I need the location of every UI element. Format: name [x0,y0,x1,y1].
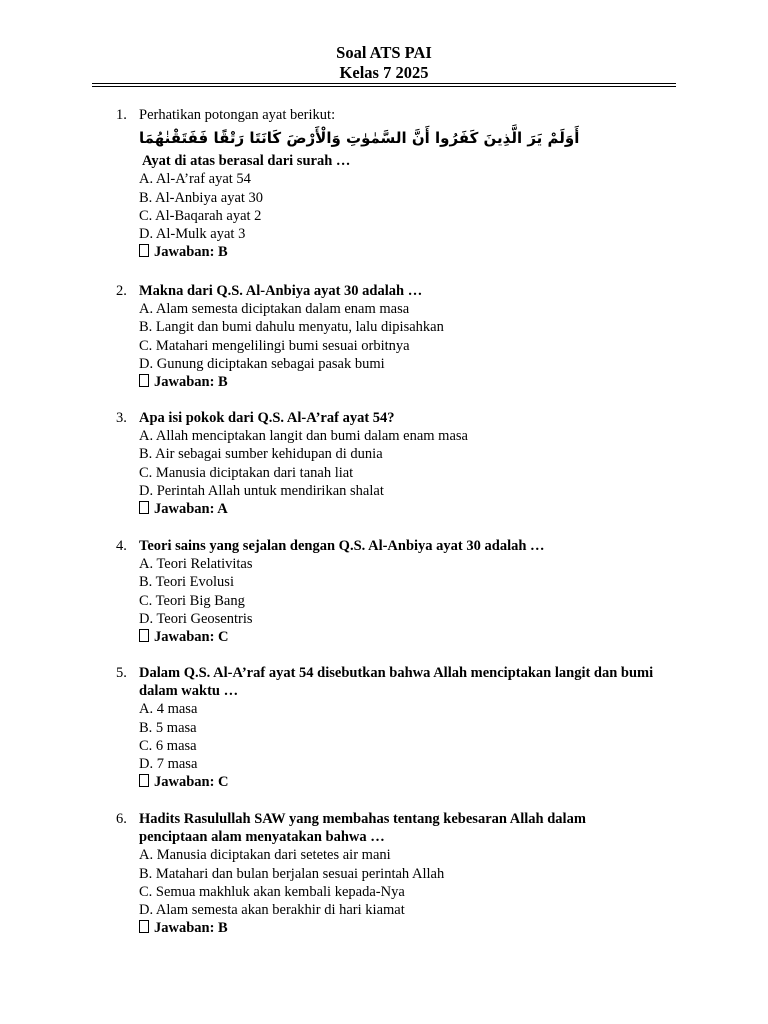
option-b: B. Matahari dan bulan berjalan sesuai perintah Allah [139,865,445,882]
question-stem: Makna dari Q.S. Al-Anbiya ayat 30 adalah … [139,283,423,299]
sub-question: Ayat di atas berasal dari surah … [142,153,351,170]
answer-key [139,919,656,937]
question-1 [116,106,656,261]
question-number: 5. [116,665,127,681]
option-d: D. Gunung diciptakan sebagai pasak bumi [139,355,385,372]
checkbox-icon [139,374,149,387]
checkbox-icon [139,244,149,257]
option-b: B. Teori Evolusi [139,574,234,591]
question-stem: Dalam Q.S. Al-A’raf ayat 54 disebutkan bahwa Allah menciptakan langit dan bumi dalam waktu … [139,665,654,700]
page-title: Soal ATS PAI [336,43,432,62]
question-stem: Perhatikan potongan ayat berikut: [139,107,336,123]
question-stem: Hadits Rasulullah SAW yang membahas tentang kebesaran Allah dalam penciptaan alam menyatakan bahwa … [139,811,586,846]
checkbox-icon [139,774,149,787]
option-a: A. 4 masa [139,701,198,718]
option-d: D. Perintah Allah untuk mendirikan shalat [139,482,384,499]
option-c: C. 6 masa [139,737,197,754]
question-stem: Teori sains yang sejalan dengan Q.S. Al-Anbiya ayat 30 adalah … [139,538,545,554]
header-divider-double [92,86,676,87]
question-number: 1. [116,107,127,123]
question-number: 6. [116,811,127,827]
option-d: D. Alam semesta akan berakhir di hari kiamat [139,902,405,919]
option-c: C. Teori Big Bang [139,592,245,609]
question-6 [116,810,656,937]
question-3 [116,409,656,518]
option-d: D. 7 masa [139,756,198,773]
question-4 [116,537,656,646]
answer-text: Jawaban: B [154,374,228,391]
question-stem: Apa isi pokok dari Q.S. Al-A’raf ayat 54? [139,410,395,426]
checkbox-icon [139,920,149,933]
option-d: D. Teori Geosentris [139,610,253,627]
option-d: D. Al-Mulk ayat 3 [139,226,246,243]
arabic-verse: أَوَلَمْ يَرَ الَّذِينَ كَفَرُوا أَنَّ السَّمٰوٰتِ وَالْأَرْضَ كَانَتَا رَتْقًا فَفَتَقْنٰهُمَا [139,129,580,148]
answer-text: Jawaban: A [154,501,228,518]
header-divider [92,83,676,84]
question-number: 4. [116,538,127,554]
option-b: B. 5 masa [139,719,197,736]
answer-key [139,773,656,791]
option-a: A. Allah menciptakan langit dan bumi dalam enam masa [139,428,468,445]
question-number: 3. [116,410,127,426]
page-subtitle: Kelas 7 2025 [339,63,429,82]
answer-text: Jawaban: C [154,629,229,646]
option-c: C. Matahari mengelilingi bumi sesuai orbitnya [139,337,410,354]
answer-text: Jawaban: B [154,920,228,937]
option-a: A. Alam semesta diciptakan dalam enam masa [139,301,410,318]
option-b: B. Langit dan bumi dahulu menyatu, lalu dipisahkan [139,319,444,336]
answer-key [139,500,656,518]
option-a: A. Manusia diciptakan dari setetes air mani [139,847,391,864]
question-2 [116,282,656,391]
answer-key [139,373,656,391]
answer-key [139,628,656,646]
option-c: C. Al-Baqarah ayat 2 [139,207,262,224]
option-b: B. Al-Anbiya ayat 30 [139,189,264,206]
option-a: A. Teori Relativitas [139,556,253,573]
answer-text: Jawaban: B [154,244,228,261]
checkbox-icon [139,501,149,514]
question-number: 2. [116,283,127,299]
answer-text: Jawaban: C [154,774,229,791]
option-a: A. Al-A’raf ayat 54 [139,171,251,188]
option-b: B. Air sebagai sumber kehidupan di dunia [139,446,383,463]
checkbox-icon [139,629,149,642]
answer-key [139,243,656,261]
option-c: C. Semua makhluk akan kembali kepada-Nya [139,883,405,900]
option-c: C. Manusia diciptakan dari tanah liat [139,464,354,481]
question-5 [116,664,656,791]
